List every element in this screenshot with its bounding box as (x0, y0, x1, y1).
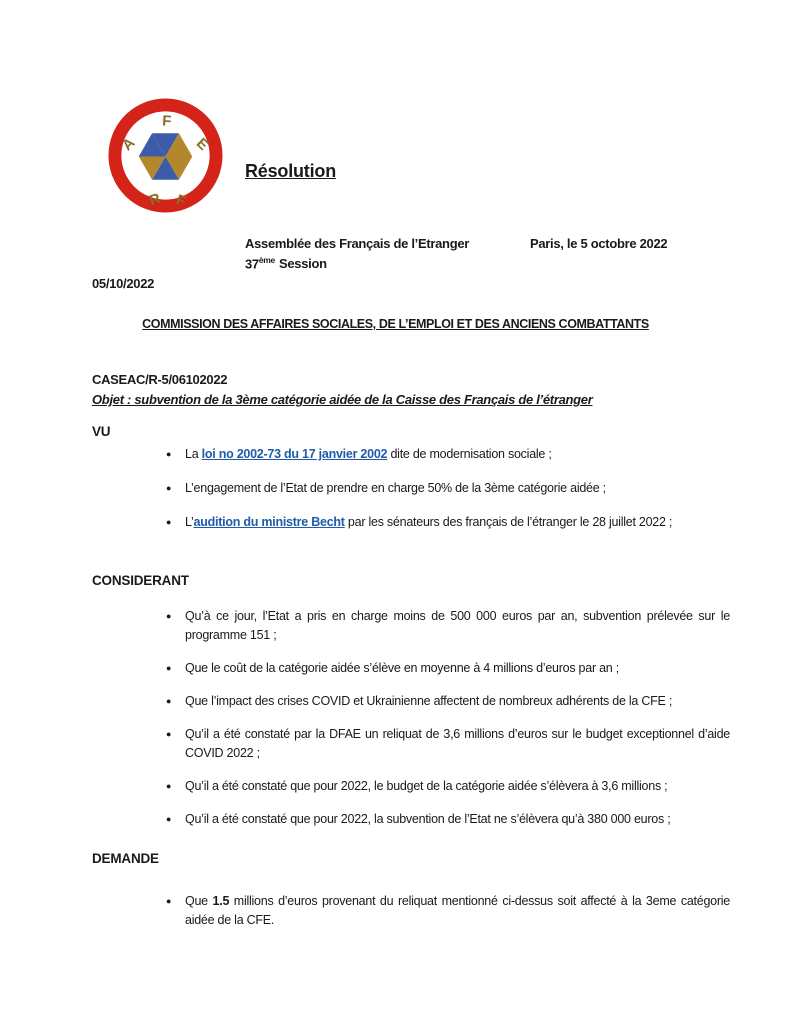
list-item (92, 659, 730, 678)
text-segment: Qu’il a été constaté par la DFAE un reliquat de 3,6 millions d’euros sur le budget exceptionnel d’aide COVID 2022 ; (185, 727, 730, 760)
logo-letter-f-top: F (161, 113, 172, 130)
session-number: 37 (245, 256, 259, 272)
hyperlink[interactable]: audition du ministre Becht (193, 515, 345, 529)
text-segment: millions d’euros provenant du reliquat mentionné ci-dessus soit affecté à la 3eme catégorie aidée de la CFE. (185, 894, 731, 927)
subject-line: Objet : subvention de la 3ème catégorie aidée de la Caisse des Français de l’étranger (92, 392, 593, 407)
session-label: Session (279, 256, 327, 272)
bullet-list-vu (92, 445, 742, 532)
logo-letter-e: E (192, 135, 212, 154)
section-vu (92, 423, 742, 547)
bullet-list-demande (92, 892, 742, 930)
text-segment: L’engagement de l’Etat de prendre en charge 50% de la 3ème catégorie aidée ; (185, 481, 606, 495)
logo-letter-a: A (119, 135, 139, 155)
text-segment: Qu’il a été constaté que pour 2022, la subvention de l’Etat ne s’élèvera qu’à 380 000 euros ; (185, 812, 671, 826)
list-item (92, 513, 742, 532)
text-segment: L’ (185, 515, 194, 529)
text-segment: par les sénateurs des français de l’étranger le 28 juillet 2022 ; (344, 515, 673, 529)
logo-letter-f-bottom: F (173, 192, 188, 211)
list-item (92, 892, 730, 930)
list-item (92, 692, 730, 711)
section-considerant (92, 572, 742, 843)
text-segment: Que (185, 894, 213, 908)
text-emphasis: 1.5 (212, 894, 230, 908)
text-segment: Que l’impact des crises COVID et Ukrainienne affectent de nombreux adhérents de la CFE ; (185, 694, 673, 708)
commission-title: COMMISSION DES AFFAIRES SOCIALES, DE L’EMPLOI ET DES ANCIENS COMBATTANTS (142, 317, 649, 331)
section-demande (92, 850, 742, 944)
session-ordinal: ème (258, 255, 275, 265)
text-segment: Qu’il a été constaté que pour 2022, le budget de la catégorie aidée s’élèvera à 3,6 millions ; (185, 779, 668, 793)
text-segment: Que le coût de la catégorie aidée s’élève en moyenne à 4 millions d’euros par an ; (185, 661, 619, 675)
reference-number: CASEAC/R-5/06102022 (92, 372, 228, 387)
session-line (245, 255, 327, 271)
section-heading-demande: DEMANDE (92, 851, 159, 866)
list-item (92, 445, 742, 464)
section-heading-considerant: CONSIDERANT (92, 573, 189, 588)
document-date: 05/10/2022 (92, 276, 155, 291)
document-title: Résolution (245, 161, 336, 181)
section-heading-vu: VU (92, 424, 111, 439)
place-date: Paris, le 5 octobre 2022 (530, 236, 668, 251)
text-segment: Qu’à ce jour, l’Etat a pris en charge moins de 500 000 euros par an, subvention prélevée sur le programme 151 ; (185, 609, 730, 642)
list-item (92, 479, 742, 498)
assembly-name: Assemblée des Français de l’Etranger (245, 236, 470, 251)
list-item (92, 810, 730, 829)
text-segment: La (185, 447, 202, 461)
hyperlink[interactable]: loi no 2002-73 du 17 janvier 2002 (201, 447, 388, 461)
bullet-list-considerant (92, 607, 742, 829)
logo-letter-r: R (147, 190, 163, 210)
list-item (92, 777, 730, 796)
list-item (92, 607, 730, 645)
list-item (92, 725, 730, 763)
afe-logo (106, 96, 225, 215)
text-segment: dite de modernisation sociale ; (387, 447, 552, 461)
